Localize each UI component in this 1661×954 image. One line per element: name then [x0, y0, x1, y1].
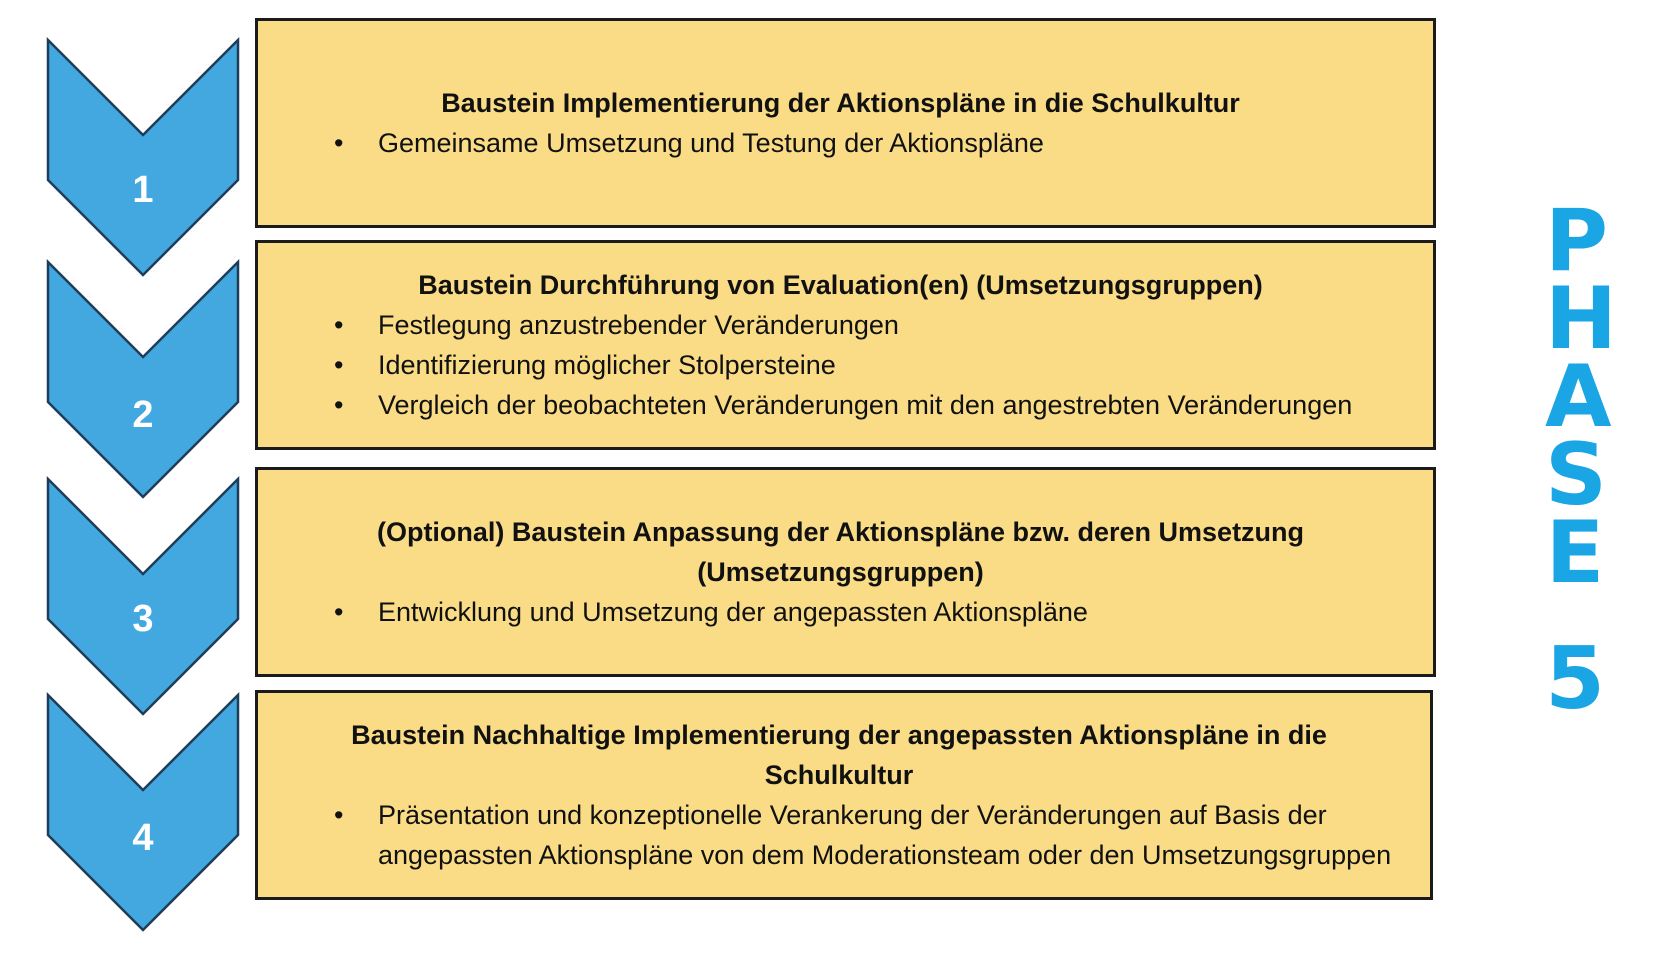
- step-bullets-2: [328, 305, 1403, 425]
- step-number-2: 2: [132, 394, 154, 436]
- step-bullets-3: [328, 592, 1403, 632]
- step-title-4-line-1: Baustein Nachhaltige Implementierung der angepassten Aktionspläne in die: [351, 720, 1327, 750]
- chevron-step-4: [48, 695, 238, 930]
- step-title-3-line-1: (Optional) Baustein Anpassung der Aktionspläne bzw. deren Umsetzung: [376, 517, 1305, 547]
- step-title-3-line-2: (Umsetzungsgruppen): [697, 557, 984, 587]
- chevron-shape-4: [48, 695, 238, 930]
- step-title-3: [278, 512, 1403, 592]
- bullet-item: • Festlegung anzustrebender Veränderungen: [328, 305, 1403, 345]
- step-title-1-line: Baustein Implementierung der Aktionspläne in die Schulkultur: [441, 88, 1240, 118]
- step-box-3: [255, 467, 1436, 677]
- step-bullets-1: [328, 123, 1403, 163]
- bullet-item: • Vergleich der beobachteten Veränderungen mit den angestrebten Veränderungen: [328, 385, 1403, 425]
- chevron-shape-2: [48, 262, 238, 497]
- step-box-1: [255, 18, 1436, 228]
- phase-letter-s: S: [1545, 425, 1607, 525]
- bullet-item: • Entwicklung und Umsetzung der angepassten Aktionspläne: [328, 592, 1403, 632]
- chevron-step-1: [48, 40, 238, 275]
- chevron-shape-3: [48, 479, 238, 714]
- bullet-item: • Präsentation und konzeptionelle Verankerung der Veränderungen auf Basis der angepassten Aktionspläne von dem Moderationsteam oder den Umsetzungsgruppen: [328, 795, 1400, 875]
- step-title-2-line: Baustein Durchführung von Evaluation(en) (Umsetzungsgruppen): [418, 270, 1263, 300]
- step-box-2: [255, 240, 1436, 450]
- phase-letter-h: H: [1545, 269, 1617, 369]
- phase-letter-p: P: [1545, 191, 1609, 291]
- step-number-1: 1: [132, 169, 154, 211]
- bullet-item: • Gemeinsame Umsetzung und Testung der Aktionspläne: [328, 123, 1403, 163]
- step-chevrons: [0, 0, 260, 954]
- step-number-3: 3: [132, 598, 154, 640]
- step-bullets-4: [328, 795, 1400, 875]
- chevron-step-3: [48, 479, 238, 714]
- phase-number: 5: [1545, 629, 1605, 729]
- chevron-shape-1: [48, 40, 238, 275]
- step-title-1: [278, 83, 1403, 123]
- step-title-2: [278, 265, 1403, 305]
- bullet-item: • Identifizierung möglicher Stolpersteine: [328, 345, 1403, 385]
- step-title-4-line-2: Schulkultur: [764, 760, 914, 790]
- step-box-4: [255, 690, 1433, 900]
- phase-letter-e: E: [1545, 503, 1605, 603]
- step-title-4: [278, 715, 1400, 795]
- chevron-step-2: [48, 262, 238, 497]
- phase-letter-a: A: [1545, 347, 1612, 447]
- step-number-4: 4: [132, 817, 154, 859]
